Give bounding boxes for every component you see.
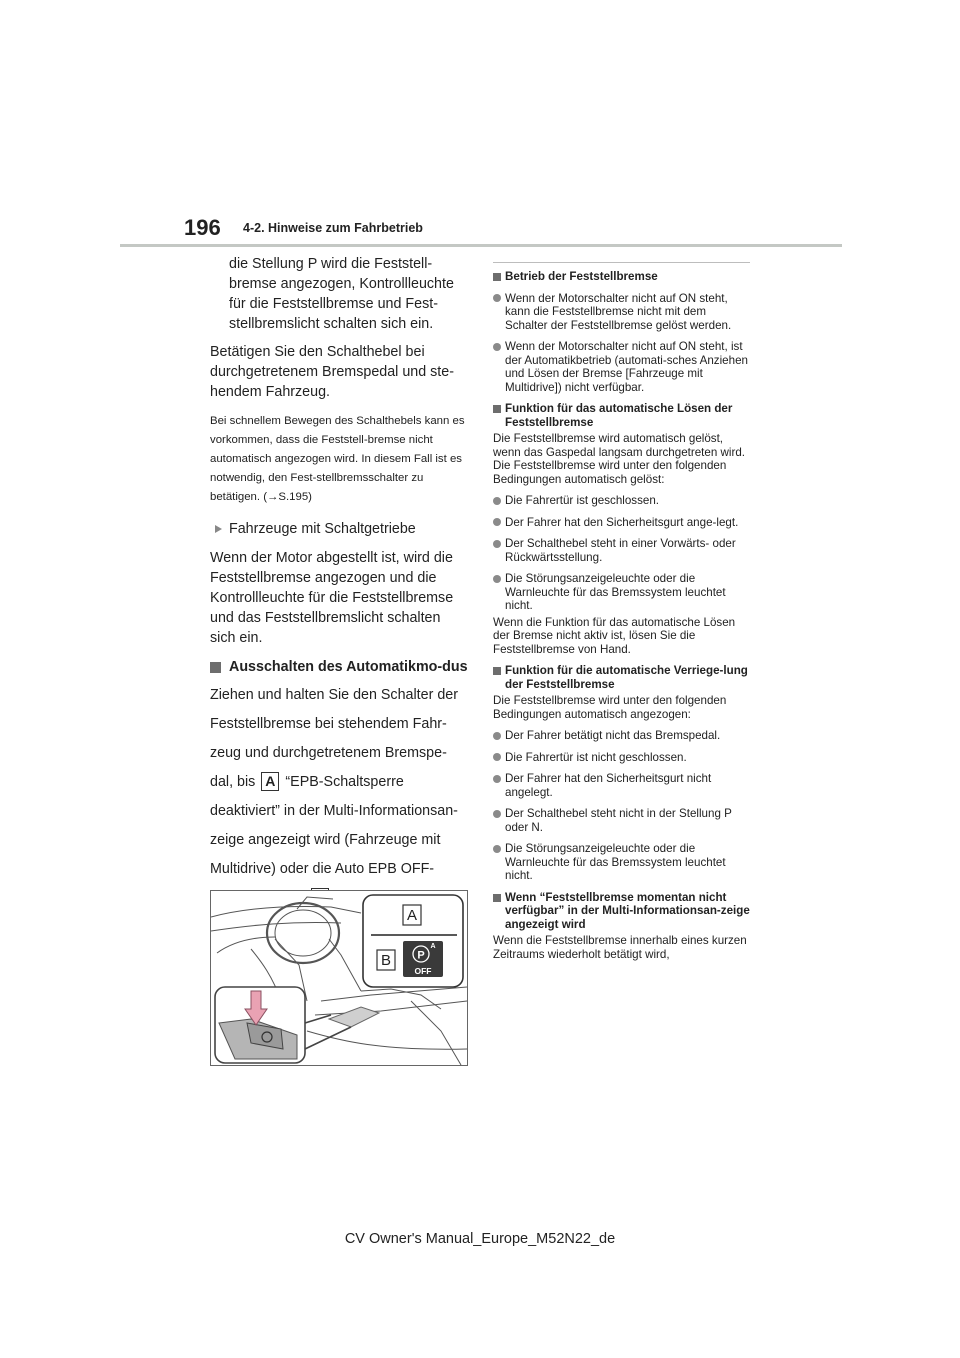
- bullet-item: Die Störungsanzeigeleuchte oder die Warnleuchte für das Bremssystem leuchtet nicht.: [493, 842, 750, 883]
- bullet-item: Der Fahrer hat den Sicherheitsgurt ange-legt.: [493, 516, 750, 530]
- section-title: 4-2. Hinweise zum Fahrbetrieb: [243, 221, 423, 235]
- figure-label-b: B: [380, 952, 392, 969]
- epb-indicator-off: OFF: [414, 966, 432, 976]
- auto-mode-off-heading: Ausschalten des Automatikmo-dus: [210, 657, 468, 677]
- dashboard-drawing: [211, 891, 467, 1065]
- bullet-item: Die Fahrertür ist nicht geschlossen.: [493, 751, 750, 765]
- auto-lock-heading: Funktion für die automatische Verriege-lung der Feststellbremse: [493, 664, 750, 691]
- bullet-item: Der Schalthebel steht in einer Vorwärts- oder Rückwärtsstellung.: [493, 537, 750, 564]
- figure-label-a: A: [406, 907, 418, 924]
- unavailable-text: Wenn die Feststellbremse innerhalb eines kurzen Zeitraums wiederholt betätigt wird,: [493, 934, 747, 961]
- epb-indicator-p: P: [417, 949, 425, 962]
- auto-release-conditions-text: Die Feststellbremse wird unter den folgenden Bedingungen automatisch gelöst:: [493, 459, 727, 486]
- bullet-item: Der Fahrer betätigt nicht das Bremspedal.: [493, 729, 750, 743]
- bullet-item: Die Störungsanzeigeleuchte oder die Warnleuchte für das Bremssystem leuchtet nicht.: [493, 572, 750, 613]
- bullet-item: Der Fahrer hat den Sicherheitsgurt nicht angelegt.: [493, 772, 750, 799]
- epb-indicator-a: A: [430, 943, 436, 950]
- manual-transmission-heading: Fahrzeuge mit Schaltgetriebe: [210, 519, 468, 539]
- operation-heading: Betrieb der Feststellbremse: [493, 270, 750, 284]
- page-number: 196: [184, 215, 221, 240]
- unavailable-heading: Wenn “Feststellbremse momentan nicht verfügbar” in der Multi-Informationsan-zeige angezeigt wird: [493, 891, 750, 932]
- auto-release-text: Die Feststellbremse wird automatisch gelöst, wenn das Gaspedal langsam durchgetreten wird.: [493, 432, 745, 459]
- parking-brake-switch-illustration: [210, 890, 468, 1066]
- manual-transmission-text: Wenn der Motor abgestellt ist, wird die Feststellbremse angezogen und die Kontrollleuchte für die Feststellbremse und das Feststellbremslicht schalten sich ein.: [210, 550, 454, 646]
- left-column: [210, 254, 468, 942]
- right-column-rule: [493, 262, 750, 263]
- note-text: Bei schnellem Bewegen des Schalthebels kann es vorkommen, dass die Feststell-bremse nicht automatisch angezogen wird. In diesem Fall ist es notwendig, den Fest-stellbremsschalter zu betätigen. (→S.195): [210, 415, 465, 503]
- auto-text-part-2: “EPB-Schaltsperre deaktiviert” in der Multi-Informationsan-zeige angezeigt wird (Fahrzeuge mit Multidrive) oder die Auto EPB OFF-: [210, 774, 458, 877]
- intro-text: die Stellung P wird die Feststell-bremse angezogen, Kontrollleuchte für die Feststellbremse und Fest-stellbremslicht schalten sich ein.: [229, 256, 454, 332]
- bullet-item: Wenn der Motorschalter nicht auf ON steht, ist der Automatikbetrieb (automati-sches Anziehen und Lösen der Bremse [Fahrzeuge mit Multidrive]) nicht verfügbar.: [493, 340, 750, 394]
- header-divider: [120, 244, 842, 247]
- instruction-text: Betätigen Sie den Schalthebel bei durchgetretenem Bremspedal und ste-hendem Fahrzeug.: [210, 344, 454, 400]
- label-a-box: A: [261, 772, 279, 791]
- auto-text-part-1: Ziehen und halten Sie den Schalter der Feststellbremse bei stehendem Fahr-zeug und durchgetretenem Bremspe-dal, bis: [210, 687, 458, 790]
- bullet-item: Wenn der Motorschalter nicht auf ON steht, kann die Feststellbremse nicht mit dem Schalter der Feststellbremse gelöst werden.: [493, 292, 750, 333]
- bullet-item: Die Fahrertür ist geschlossen.: [493, 494, 750, 508]
- footer-manual-id: CV Owner's Manual_Europe_M52N22_de: [344, 1231, 616, 1247]
- bullet-item: Der Schalthebel steht nicht in der Stellung P oder N.: [493, 807, 750, 834]
- right-column: [493, 262, 750, 961]
- manual-release-text: Wenn die Funktion für das automatische Lösen der Bremse nicht aktiv ist, lösen Sie die Feststellbremse von Hand.: [493, 615, 736, 656]
- auto-release-heading: Funktion für das automatische Lösen der Feststellbremse: [493, 402, 750, 429]
- auto-lock-text: Die Feststellbremse wird unter den folgenden Bedingungen automatisch angezogen:: [493, 694, 727, 721]
